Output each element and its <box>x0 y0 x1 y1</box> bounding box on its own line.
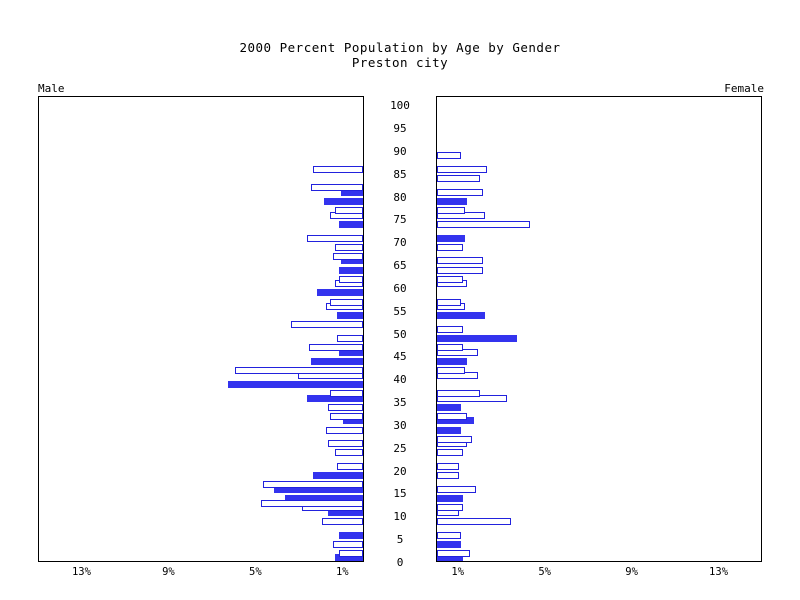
bar-male-hollow-age-17 <box>263 481 363 488</box>
bar-female-hollow-age-47 <box>437 344 463 351</box>
bar-female-hollow-age-84 <box>437 175 480 182</box>
x-tick-label: 13% <box>709 566 729 578</box>
age-tick-label: 85 <box>393 167 407 181</box>
bar-male-hollow-age-67 <box>333 253 363 260</box>
male-plot-area <box>38 96 364 562</box>
bar-male-hollow-age-69 <box>335 244 363 251</box>
male-bars <box>39 97 363 561</box>
bar-female-hollow-age-64 <box>437 267 483 274</box>
bar-male-hollow-age-4 <box>333 541 363 548</box>
female-x-axis <box>436 566 762 582</box>
age-axis <box>364 96 436 569</box>
age-tick-label: 65 <box>393 259 407 273</box>
age-tick-label: 15 <box>393 487 407 501</box>
bar-male-filled-age-39 <box>228 381 363 388</box>
bar-male-hollow-age-82 <box>311 184 363 191</box>
bar-female-hollow-age-89 <box>437 152 461 159</box>
bar-male-hollow-age-52 <box>291 321 363 328</box>
bar-female-hollow-age-21 <box>437 463 459 470</box>
bar-male-hollow-age-26 <box>328 440 363 447</box>
x-tick-label: 13% <box>71 566 91 578</box>
bar-male-hollow-age-42 <box>235 367 363 374</box>
bar-male-hollow-age-71 <box>307 235 364 242</box>
bar-male-hollow-age-21 <box>337 463 363 470</box>
age-tick-label: 90 <box>393 144 407 158</box>
bar-male-filled-age-44 <box>311 358 363 365</box>
bar-female-hollow-age-66 <box>437 257 483 264</box>
female-plot-area <box>436 96 762 562</box>
bar-male-hollow-age-24 <box>335 449 363 456</box>
bar-male-hollow-age-34 <box>328 404 363 411</box>
age-tick-label: 70 <box>393 236 407 250</box>
chart-title-block <box>0 40 800 70</box>
bar-female-filled-age-29 <box>437 427 461 434</box>
bar-male-hollow-age-9 <box>322 518 363 525</box>
bar-female-hollow-age-81 <box>437 189 483 196</box>
age-tick-label: 100 <box>390 99 410 113</box>
bar-female-hollow-age-37 <box>437 390 480 397</box>
age-tick-label: 80 <box>393 190 407 204</box>
x-tick-label: 1% <box>335 566 349 578</box>
bar-male-hollow-age-29 <box>326 427 363 434</box>
bar-female-hollow-age-62 <box>437 276 463 283</box>
bar-male-filled-age-59 <box>317 289 363 296</box>
bar-female-filled-age-49 <box>437 335 517 342</box>
female-panel-label: Female <box>724 82 764 95</box>
bar-female-hollow-age-74 <box>437 221 530 228</box>
bar-female-filled-age-4 <box>437 541 461 548</box>
age-tick-label: 25 <box>393 441 407 455</box>
bar-male-hollow-age-86 <box>313 166 363 173</box>
age-tick-label: 40 <box>393 373 407 387</box>
bar-male-filled-age-64 <box>339 267 363 274</box>
bar-male-hollow-age-37 <box>330 390 363 397</box>
bar-female-hollow-age-27 <box>437 436 472 443</box>
page-subtitle: Preston city <box>351 55 449 70</box>
bar-female-hollow-age-77 <box>437 207 465 214</box>
bar-male-filled-age-54 <box>337 312 363 319</box>
age-tick-label: 50 <box>393 327 407 341</box>
bar-male-hollow-age-13 <box>261 500 363 507</box>
bar-female-filled-age-44 <box>437 358 467 365</box>
bar-female-filled-age-14 <box>437 495 463 502</box>
x-tick-label: 5% <box>249 566 262 578</box>
age-tick-label: 45 <box>393 350 407 364</box>
bar-male-hollow-age-47 <box>309 344 363 351</box>
bar-male-hollow-age-77 <box>335 207 363 214</box>
bar-female-hollow-age-6 <box>437 532 461 539</box>
page-title: 2000 Percent Population by Age by Gender <box>239 40 561 55</box>
bar-female-hollow-age-51 <box>437 326 463 333</box>
bar-male-hollow-age-2 <box>339 550 363 557</box>
bar-female-hollow-age-24 <box>437 449 463 456</box>
x-tick-label: 1% <box>451 566 465 578</box>
age-tick-label: 35 <box>393 396 407 410</box>
bar-female-hollow-age-32 <box>437 413 467 420</box>
bar-female-hollow-age-16 <box>437 486 476 493</box>
bar-female-hollow-age-69 <box>437 244 463 251</box>
age-tick-label: 5 <box>396 533 404 547</box>
bar-male-filled-age-74 <box>339 221 363 228</box>
age-tick-label: 20 <box>393 464 407 478</box>
male-panel-label: Male <box>38 82 65 95</box>
bar-female-filled-age-34 <box>437 404 461 411</box>
x-tick-label: 5% <box>538 566 551 578</box>
bar-female-hollow-age-9 <box>437 518 511 525</box>
age-tick-label: 55 <box>393 304 407 318</box>
bar-male-hollow-age-57 <box>330 299 363 306</box>
age-tick-label: 95 <box>393 121 407 135</box>
x-tick-label: 9% <box>625 566 638 578</box>
bar-male-hollow-age-49 <box>337 335 363 342</box>
bar-male-filled-age-6 <box>339 532 363 539</box>
bar-female-filled-age-54 <box>437 312 485 319</box>
bar-female-hollow-age-42 <box>437 367 465 374</box>
bar-female-hollow-age-86 <box>437 166 487 173</box>
age-tick-label: 10 <box>393 510 407 524</box>
bar-male-hollow-age-32 <box>330 413 363 420</box>
bar-female-hollow-age-12 <box>437 504 463 511</box>
bar-male-filled-age-79 <box>324 198 363 205</box>
x-tick-label: 9% <box>162 566 175 578</box>
bar-male-filled-age-19 <box>313 472 363 479</box>
female-bars <box>437 97 761 561</box>
bar-female-filled-age-79 <box>437 198 467 205</box>
age-tick-label: 0 <box>396 556 404 569</box>
male-x-axis <box>38 566 364 582</box>
age-tick-label: 30 <box>393 418 407 432</box>
bar-female-filled-age-71 <box>437 235 465 242</box>
bar-female-hollow-age-2 <box>437 550 470 557</box>
bar-male-hollow-age-62 <box>339 276 363 283</box>
age-tick-label: 75 <box>393 213 407 227</box>
bar-female-hollow-age-57 <box>437 299 461 306</box>
bar-female-hollow-age-19 <box>437 472 459 479</box>
age-tick-label: 60 <box>393 281 407 295</box>
